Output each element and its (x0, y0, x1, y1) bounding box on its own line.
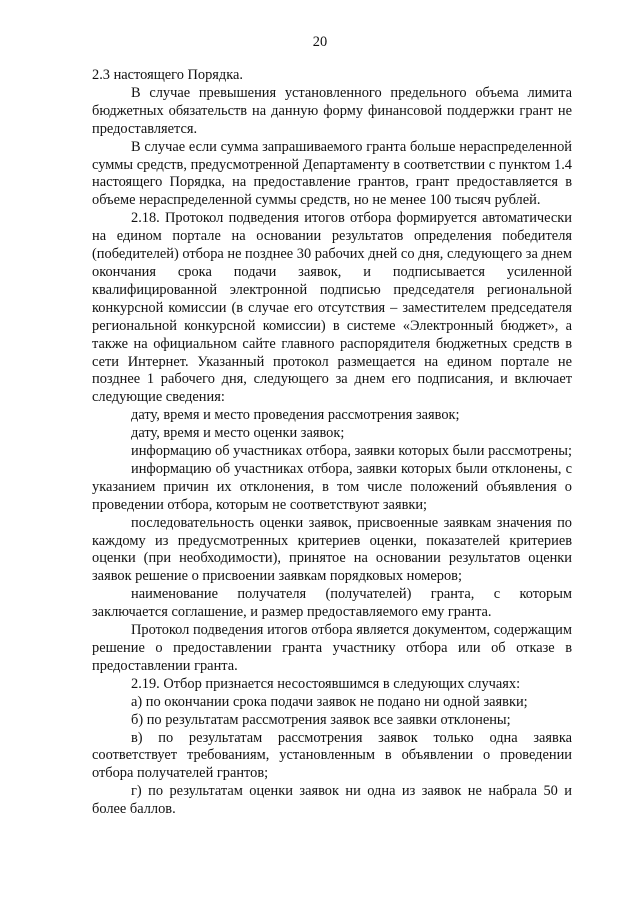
list-item-evaluation-date: дату, время и место оценки заявок; (131, 425, 345, 442)
paragraph-limit-exceeded: В случае превышения установленного предельного объема лимита бюджетных обязательств на данную форму финансовой поддержки грант не предоставляется. (92, 84, 572, 137)
list-item-c: в) по результатам рассмотрения заявок только одна заявка соответствует требованиям, установленным в объявлении о проведении отбора получателей грантов; (92, 729, 572, 782)
paragraph-2-19: 2.19. Отбор признается несостоявшимся в следующих случаях: (131, 675, 521, 692)
list-item-d: г) по результатам оценки заявок ни одна из заявок не набрала 50 и более баллов. (92, 783, 572, 818)
page-number: 20 (312, 34, 328, 50)
paragraph-2-18: 2.18. Протокол подведения итогов отбора формируется автоматически на едином портале на основании результатов определения победителя (победителей) отбора не позднее 30 рабочих дней со дня, следующего за днем окончания срока подачи заявок, и подписывается усиленной квалифицированной электронной подписью председателя региональной конкурсной комиссии (в случае его отсутствия – заместителем председателя региональной конкурсной комиссии) в системе «Электронный бюджет», а также на официальном сайте главного распорядителя бюджетных средств в сети Интернет. Указанный протокол размещается на едином портале не позднее 1 рабочего дня, следующего за днем его подписания, и включает следующие сведения: (92, 210, 572, 406)
paragraph-protocol-document: Протокол подведения итогов отбора является документом, содержащим решение о предоставлении гранта участнику отбора или об отказе в предоставлении гранта. (92, 622, 572, 674)
list-item-rejected-participants: информацию об участниках отбора, заявки которых были отклонены, с указанием причин их отклонения, в том числе положений объявления о проведении отбора, которым не соответствуют заявки; (92, 460, 572, 513)
list-item-review-date: дату, время и место проведения рассмотрения заявок; (131, 407, 460, 424)
paragraph-grant-amount: В случае если сумма запрашиваемого гранта больше нераспределенной суммы средств, предусмотренной Департаменту в соответствии с пунктом 1.4 настоящего Порядка, на предоставление грантов, грант предоставляется в объеме нераспределенной суммы средств, но не менее 100 тысяч рублей. (92, 138, 572, 209)
paragraph-continuation: 2.3 настоящего Порядка. (92, 67, 243, 83)
list-item-a: а) по окончании срока подачи заявок не подано ни одной заявки; (131, 693, 528, 710)
list-item-reviewed-participants: информацию об участниках отбора, заявки которых были рассмотрены; (131, 443, 572, 460)
document-body (92, 67, 572, 819)
list-item-evaluation-sequence: последовательность оценки заявок, присвоенные заявкам значения по каждому из предусмотренных критериев оценки, показателей критериев оценки (при необходимости), принятое на основании результатов оценки заявок решение о присвоении заявкам порядковых номеров; (92, 514, 572, 585)
list-item-grant-recipient: наименование получателя (получателей) гранта, с которым заключается соглашение, и размер предоставляемого ему гранта. (92, 586, 572, 621)
list-item-b: б) по результатам рассмотрения заявок все заявки отклонены; (131, 711, 511, 728)
